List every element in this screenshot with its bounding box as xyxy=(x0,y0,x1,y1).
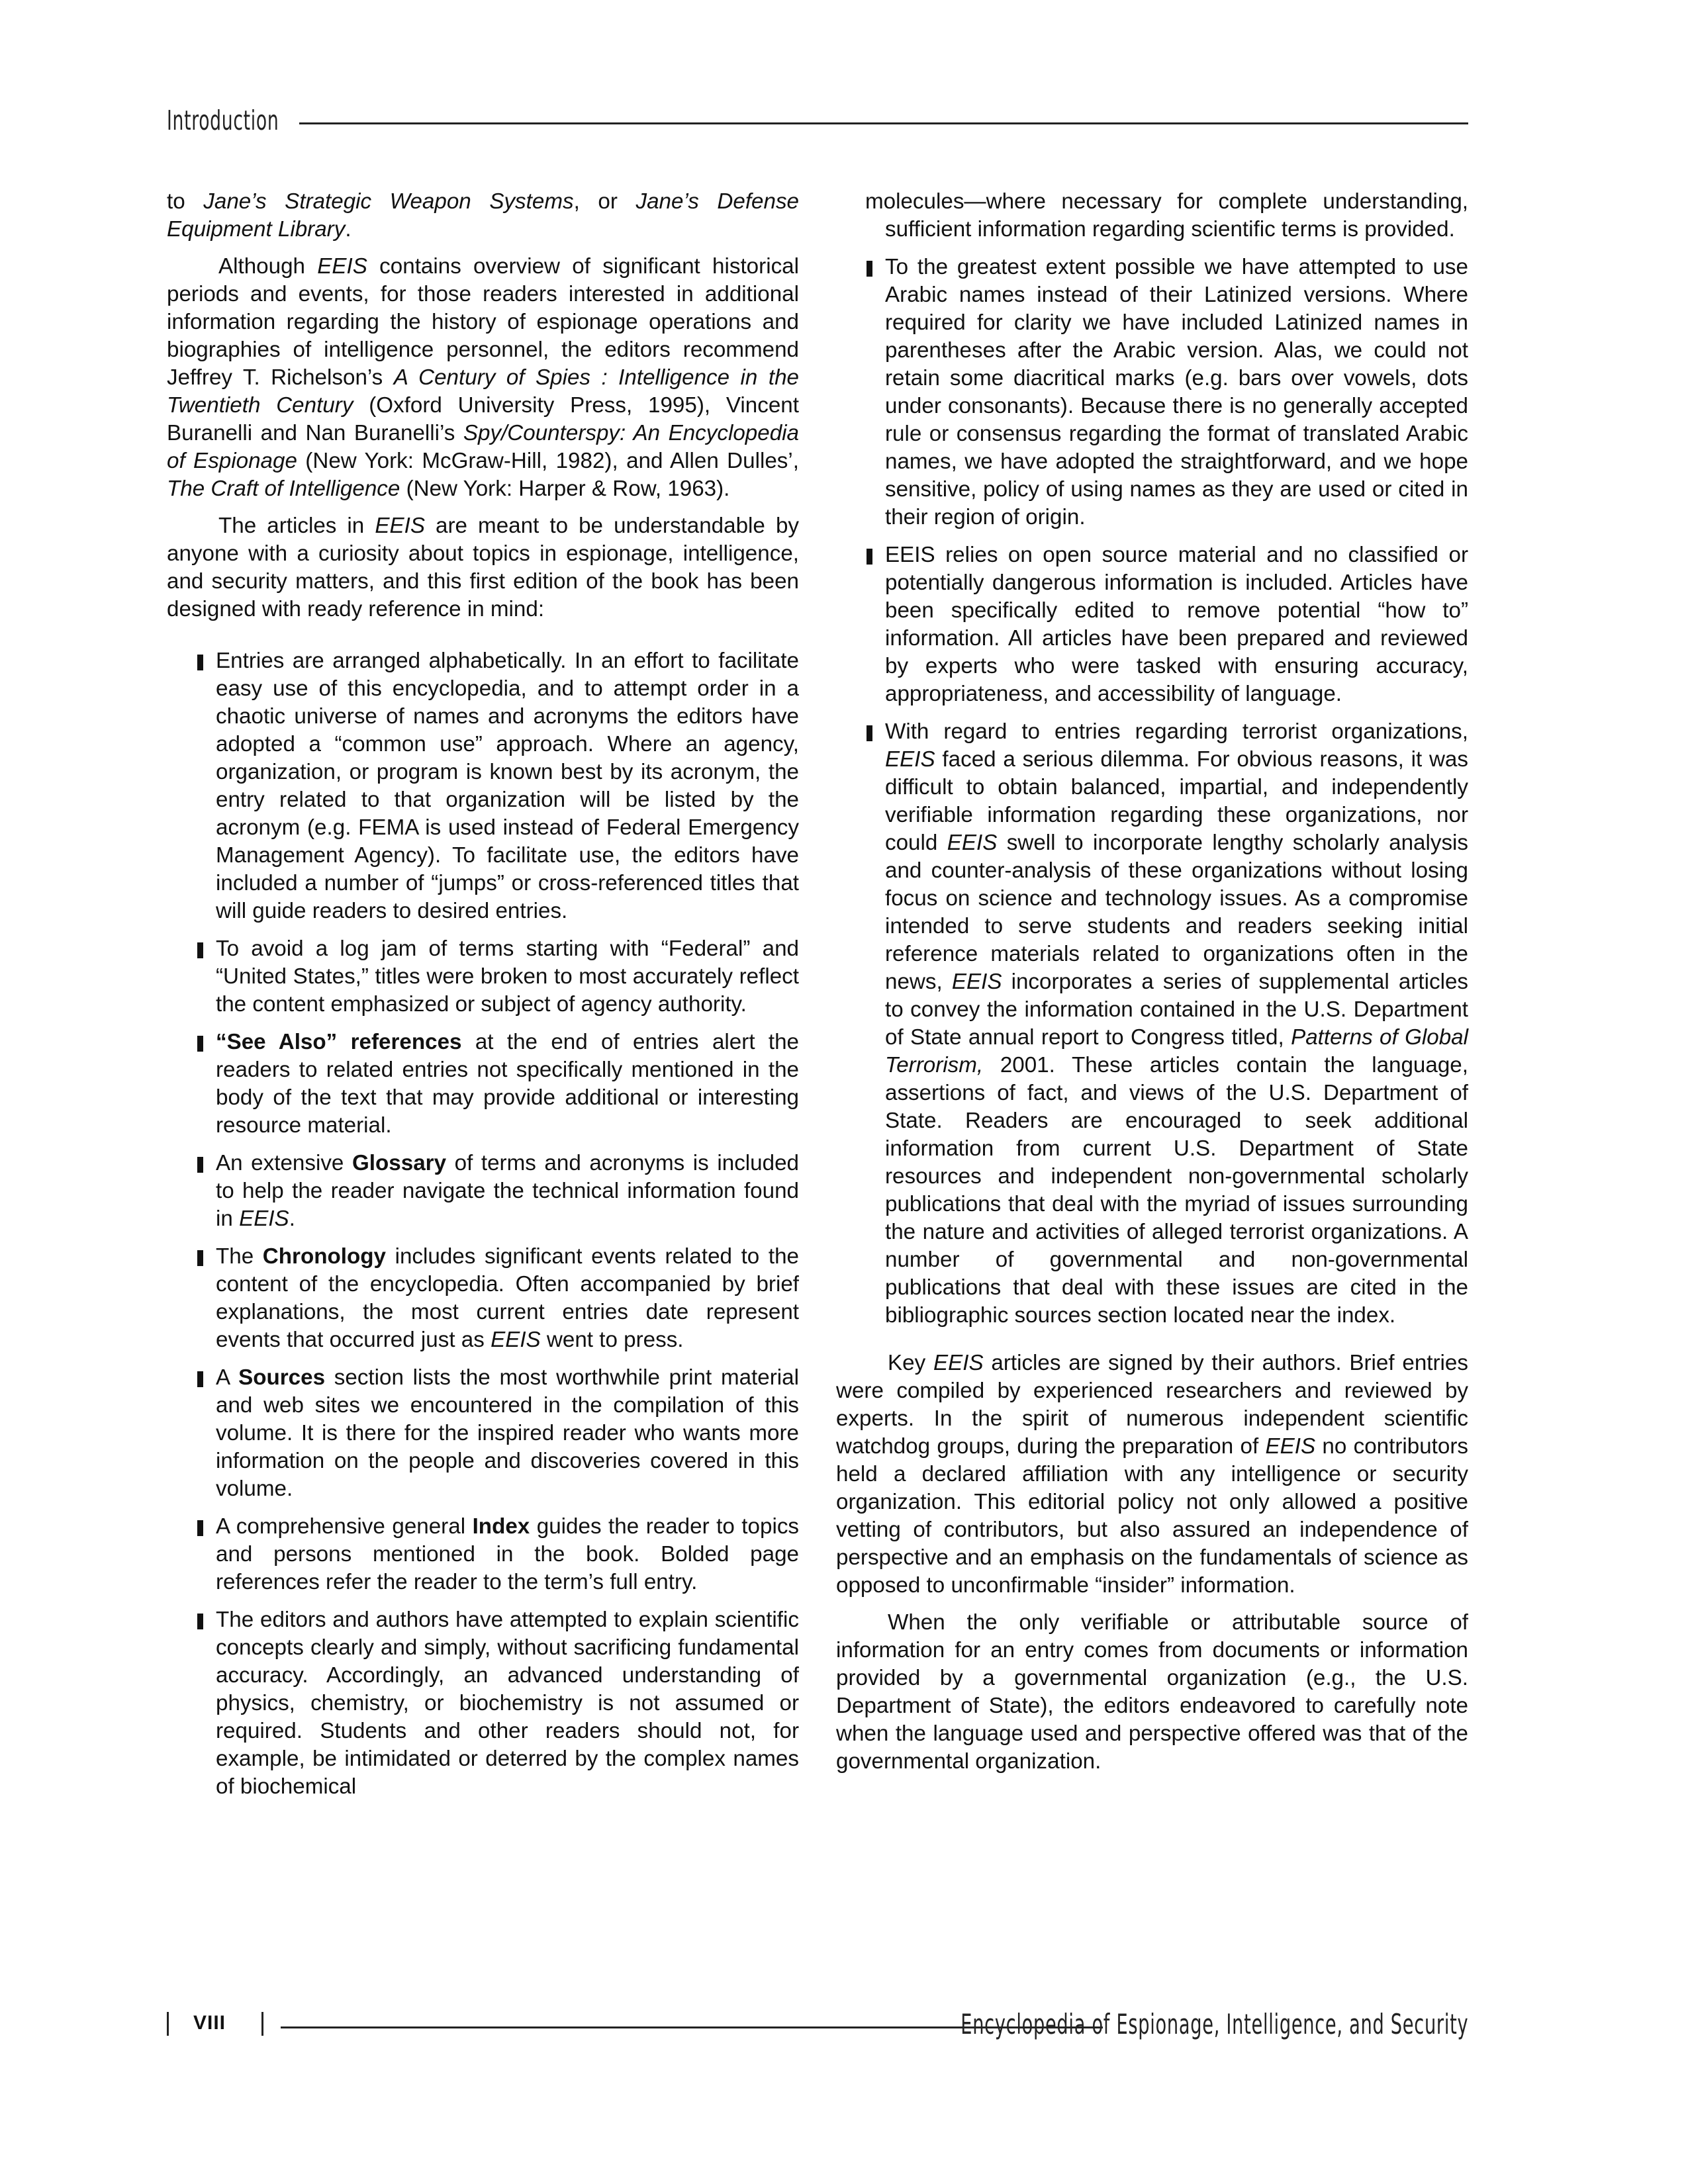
text-run: (Oxford University Press, 1995), Vincent Buranelli and Nan Buranelli’s xyxy=(167,393,799,445)
bullet-icon xyxy=(197,655,203,670)
book-title: A Century of Spies : Intelligence in the Twentieth Century xyxy=(167,365,799,418)
text-run: section lists the most worthwhile print material and web sites we encountered in the compilation of this volume. It is there for the inspired reader who wants more information on the people and discoveries covered in this volume. xyxy=(216,1365,799,1501)
list-item xyxy=(885,718,1468,1330)
paragraph-5: When the only verifiable or attributable source of information for an entry comes from documents or information provided by a governmental organization (e.g., the U.S. Department of State), the editors endeavored to carefully note when the language used and perspective offered was that of the governmental organization. xyxy=(836,1610,1468,1774)
bullet-icon xyxy=(197,1520,203,1536)
header-rule xyxy=(299,122,1468,124)
footer-divider xyxy=(167,2012,169,2036)
running-header xyxy=(167,105,1468,144)
text-run: The articles in xyxy=(218,514,375,538)
bold-term: Sources xyxy=(238,1365,326,1390)
paragraph-1 xyxy=(167,188,799,244)
bullet-icon xyxy=(197,1371,203,1387)
book-title: Patterns of Global Terrorism, xyxy=(885,1025,1468,1077)
book-title: Jane’s Strategic Weapon Systems xyxy=(203,189,574,214)
paragraph-2 xyxy=(167,253,799,503)
paragraph-4 xyxy=(836,1349,1468,1600)
text-run: swell to incorporate lengthy scholarly analysis and counter-analysis of these organizations without losing focus on science and technology issues. As a compromise intended to serve students and readers seeking initial reference materials related to organizations often in the news, xyxy=(885,831,1469,994)
text-run: (New York: McGraw-Hill, 1982), and Allen Dulles’, xyxy=(297,449,799,473)
eeis-term: EEIS xyxy=(1265,1434,1316,1459)
text-run: guides the reader to topics and persons mentioned in the book. Bolded page references refer the reader to the term’s full entry. xyxy=(216,1514,800,1594)
text-run: no contributors held a declared affiliation with any intelligence or security organization. This editorial policy not only allowed a positive vetting of contributors, but also assured an independence of perspective and an emphasis on the fundamentals of science as opposed to unconfirmable “insider” information. xyxy=(836,1434,1468,1598)
section-title: Introduction xyxy=(167,105,279,136)
bullet-icon xyxy=(867,549,872,565)
list-item-continuation: molecules—where necessary for complete understanding, sufficient information regarding scientific terms is provided. xyxy=(865,189,1468,242)
text-run: With regard to entries regarding terrorist organizations, xyxy=(885,719,1468,744)
text-run: of terms and acronyms is included to help the reader navigate the technical information found in xyxy=(216,1151,799,1231)
right-column xyxy=(836,188,1468,1785)
eeis-term: EEIS xyxy=(951,970,1002,994)
text-run: . xyxy=(289,1206,295,1231)
text-run: contains overview of significant historical periods and events, for those readers interested in additional information regarding the history of espionage operations and biographies of intelligence personnel, the editors recommend Jeffrey T. Richelson’s xyxy=(167,254,799,390)
text-run: 2001. These articles contain the language, assertions of fact, and views of the U.S. Department of State. Readers are encouraged to seek additional information from current U.S. Department of State resources and independent non-governmental scholarly publications that deal with the myriad of issues surrounding the nature and activities of alleged terrorist organizations. A number of governmental and non-governmental publications that deal with these issues are cited in the bibliographic sources section located near the index. xyxy=(885,1053,1468,1328)
eeis-term: EEIS xyxy=(239,1206,289,1231)
list-item-text: To avoid a log jam of terms starting with “Federal” and “United States,” titles were broken to most accurately reflect the content emphasized or subject of agency authority. xyxy=(216,936,799,1017)
text-run: are meant to be understandable by anyone with a curiosity about topics in espionage, intelligence, and security matters, and this first edition of the book has been designed with ready reference in mind: xyxy=(167,514,799,621)
text-run: includes significant events related to the content of the encyclopedia. Often accompanied by brief explanations, the most current entries date represent events that occurred just as xyxy=(216,1244,799,1352)
text-run: Key xyxy=(888,1351,933,1375)
list-item xyxy=(216,1243,799,1354)
list-item xyxy=(885,541,1468,708)
bold-term: Index xyxy=(472,1514,530,1539)
text-run: articles are signed by their authors. Brief entries were compiled by experienced researchers and reviewed by experts. In the spirit of numerous independent scientific watchdog groups, during the preparation of xyxy=(836,1351,1468,1459)
feature-list-continued xyxy=(836,253,1468,1330)
text-run: The xyxy=(216,1244,263,1269)
eeis-term: EEIS xyxy=(885,747,935,772)
list-item-text: The editors and authors have attempted to explain scientific concepts clearly and simply, without sacrificing fundamental accuracy. Accordingly, an advanced understanding of physics, chemistry, or biochemistry is not assumed or required. Students and other readers should not, for example, be intimidated or deterred by the complex names of biochemical xyxy=(216,1608,799,1799)
bullet-icon xyxy=(197,1614,203,1629)
list-item xyxy=(216,1606,799,1801)
list-item xyxy=(216,1028,799,1140)
bullet-icon xyxy=(197,1157,203,1173)
list-item xyxy=(216,1150,799,1233)
text-run: (New York: Harper & Row, 1963). xyxy=(400,477,730,501)
left-column xyxy=(167,188,799,1811)
list-item-text: Entries are arranged alphabetically. In an effort to facilitate easy use of this encyclopedia, and to attempt order in a chaotic universe of names and acronyms the editors have adopted a “common use” approach. Where an agency, organization, or program is known best by its acronym, the entry related to that organization will be listed by the acronym (e.g. FEMA is used instead of Federal Emergency Management Agency). To facilitate use, the editors have included a number of “jumps” or cross-referenced titles that will guide readers to desired entries. xyxy=(216,649,799,923)
text-run: . xyxy=(345,217,352,242)
bullet-icon xyxy=(197,1250,203,1266)
text-run: , or xyxy=(573,189,636,214)
eeis-term: EEIS xyxy=(947,831,998,855)
eeis-term: EEIS xyxy=(491,1328,541,1352)
list-item-text: at the end of entries alert the readers to related entries not specifically mentioned in the body of the text that may provide additional or interesting resource material. xyxy=(216,1030,800,1138)
running-footer xyxy=(167,2008,1468,2052)
text-run: faced a serious dilemma. For obvious reasons, it was difficult to obtain balanced, impartial, and independently verifiable information regarding these organizations, nor could xyxy=(885,747,1468,855)
eeis-term: EEIS xyxy=(933,1351,984,1375)
text-run: went to press. xyxy=(540,1328,684,1352)
list-item-text: EEIS relies on open source material and no classified or potentially dangerous information is included. Articles have been specifically edited to remove potential “how to” information. All articles have been prepared and reviewed by experts who were tasked with ensuring accuracy, appropriateness, and accessibility of language. xyxy=(885,543,1468,706)
text-run: An extensive xyxy=(216,1151,352,1175)
feature-list xyxy=(167,647,799,1801)
list-item xyxy=(216,1513,799,1596)
book-title: Spy/Counterspy: An Encyclopedia of Espionage xyxy=(167,421,799,473)
eeis-term: EEIS xyxy=(375,514,425,538)
bold-term: Glossary xyxy=(352,1151,447,1175)
text-run: incorporates a series of supplemental articles to convey the information contained in the U.S. Department of State annual report to Congress titled, xyxy=(885,970,1468,1050)
text-run: A comprehensive general xyxy=(216,1514,473,1539)
book-title: Jane’s Defense Equipment Library xyxy=(167,189,800,242)
list-item-text: To the greatest extent possible we have attempted to use Arabic names instead of their Latinized versions. Where required for clarity we have included Latinized names in parentheses after the Arabic version. Alas, we could not retain some diacritical marks (e.g. bars over vowels, dots under consonants). Because there is no generally accepted rule or consensus regarding the format of translated Arabic names, we have adopted the straightforward, and we hope sensitive, policy of using names as they are used or cited in their region of origin. xyxy=(885,255,1468,529)
eeis-term: EEIS xyxy=(317,254,367,279)
list-item xyxy=(216,1364,799,1503)
list-item xyxy=(216,647,799,925)
text-run: Although xyxy=(218,254,318,279)
list-item xyxy=(216,935,799,1019)
page-number: VIII xyxy=(193,2012,226,2034)
bullet-icon xyxy=(197,942,203,958)
book-title: The Craft of Intelligence xyxy=(167,477,400,501)
list-item xyxy=(885,253,1468,531)
bullet-icon xyxy=(867,725,872,741)
bullet-icon xyxy=(197,1036,203,1052)
bullet-icon xyxy=(867,261,872,277)
footer-divider xyxy=(261,2012,263,2036)
bold-term: Chronology xyxy=(262,1244,386,1269)
bold-term: “See Also” references xyxy=(216,1030,462,1054)
paragraph-3 xyxy=(167,512,799,623)
text-run: to xyxy=(167,189,204,214)
book-title-footer: Encyclopedia of Espionage, Intelligence, and Security xyxy=(960,2008,1468,2040)
text-run: A xyxy=(216,1365,239,1390)
